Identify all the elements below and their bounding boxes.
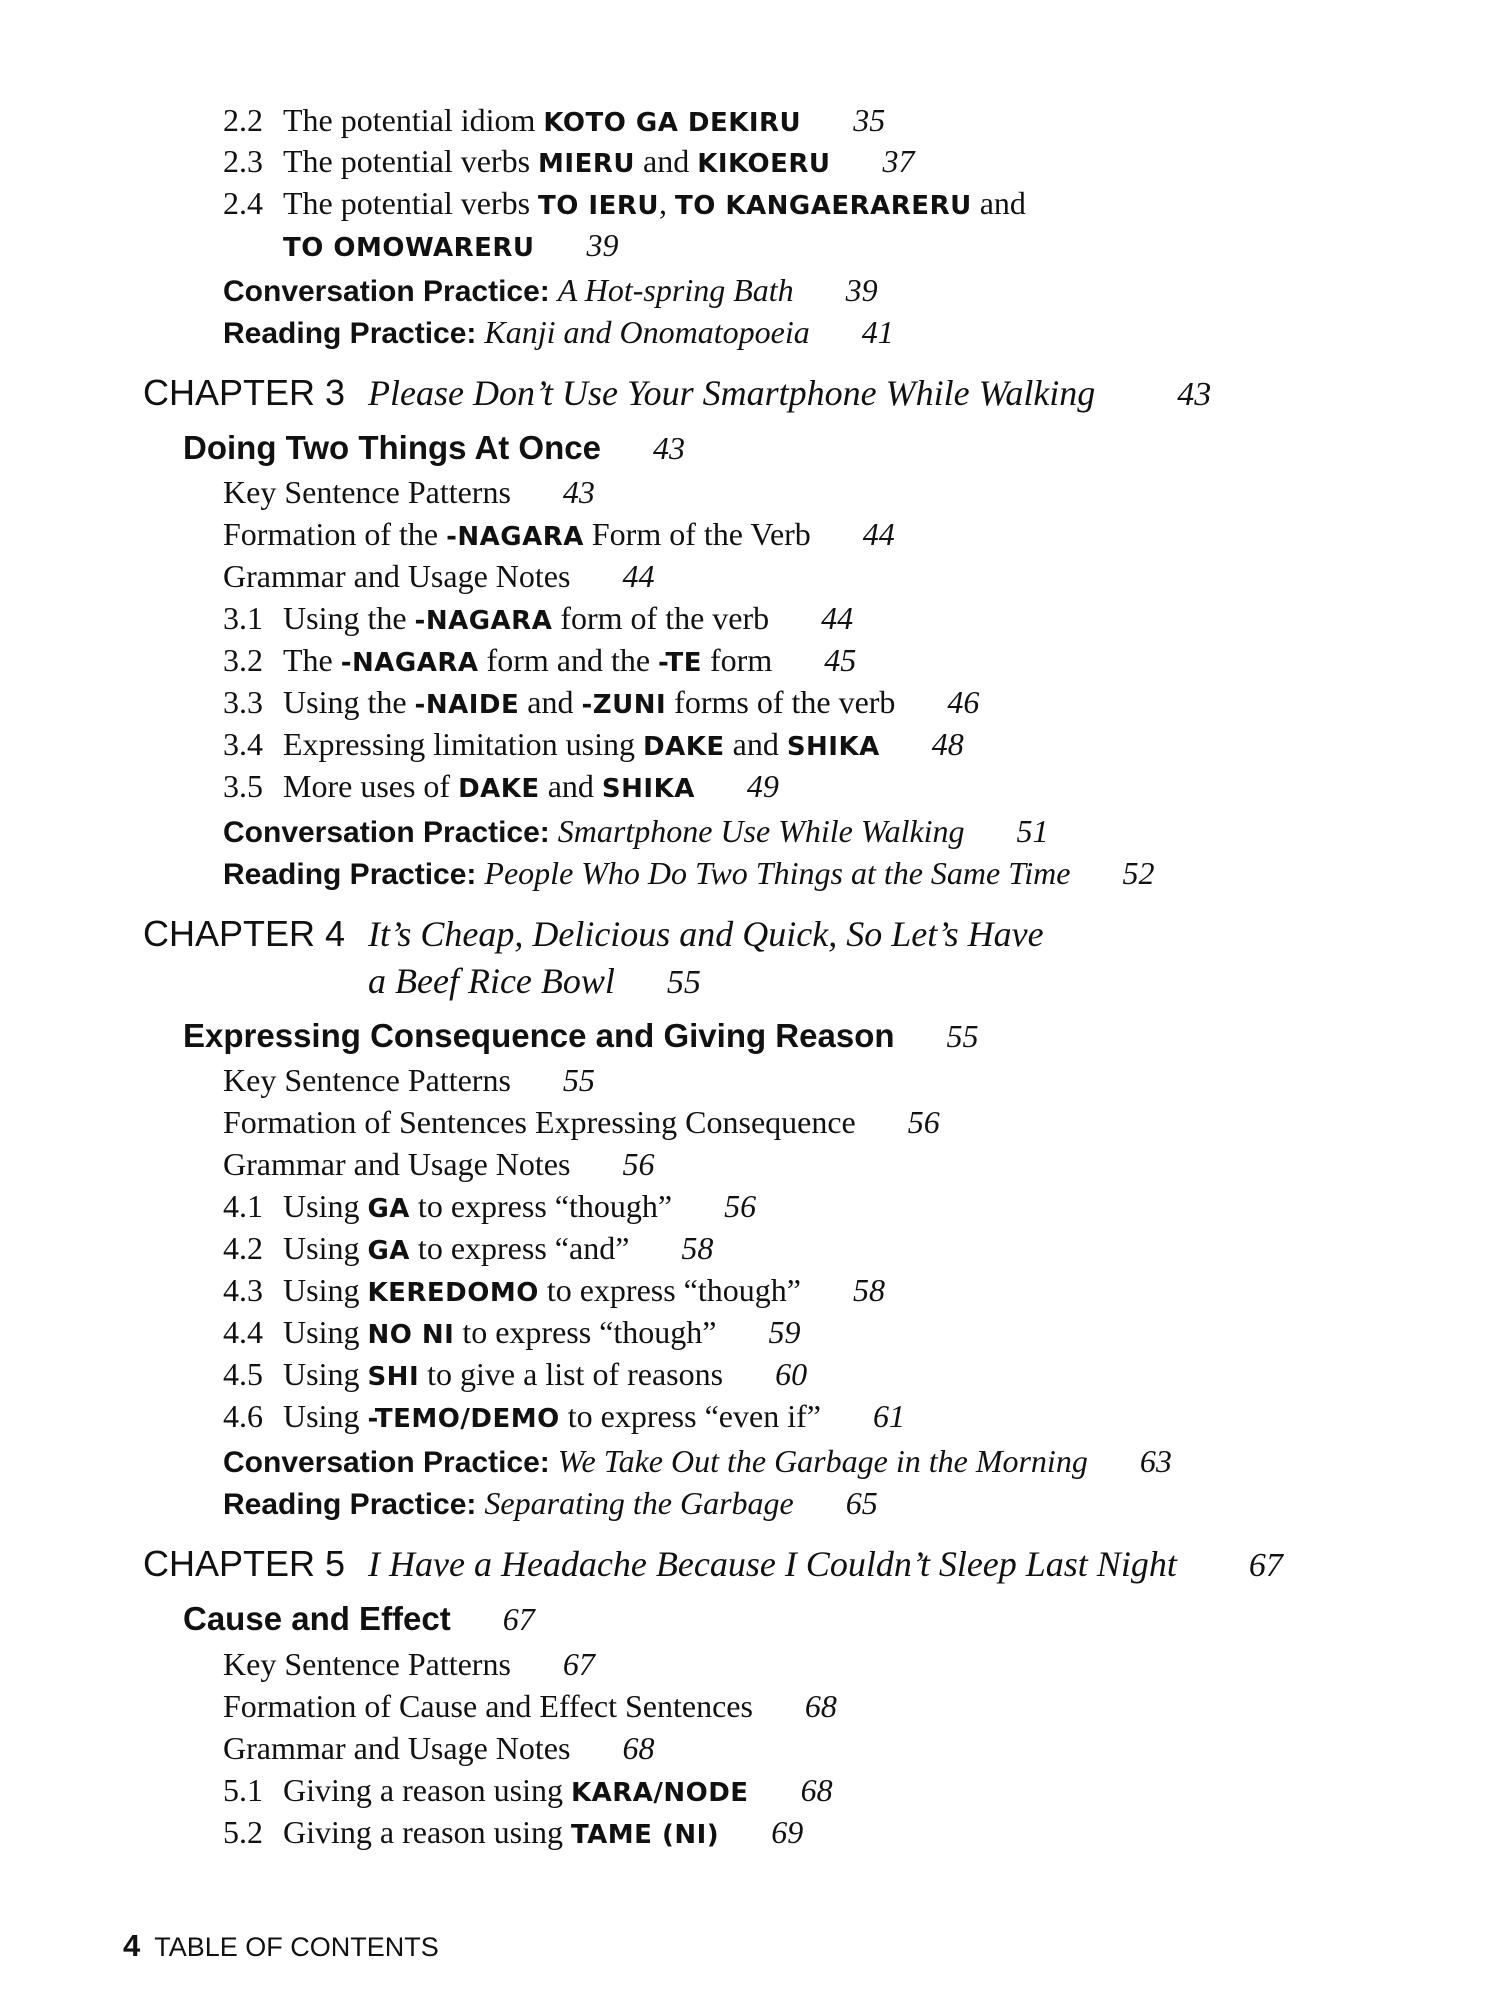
toc-entry-2-2: 2.2 The potential idiom KOTO GA DEKIRU 35 — [223, 102, 886, 138]
page-number: 39 — [586, 227, 619, 263]
page-number: 52 — [1122, 855, 1155, 891]
page-number: 56 — [622, 1146, 655, 1182]
page-number: 69 — [771, 1814, 804, 1850]
page-number: 44 — [821, 600, 854, 636]
toc-entry-4-6: 4.6 Using -TEMO/DEMO to express “even if” 61 — [223, 1398, 905, 1434]
toc-entry-formation: Formation of the -NAGARA Form of the Verb 44 — [223, 516, 895, 552]
toc-entry-3-3: 3.3 Using the -NAIDE and -ZUNI forms of the verb 46 — [223, 684, 980, 720]
page-number: 43 — [652, 430, 685, 466]
toc-entry-4-2: 4.2 Using GA to express “and” 58 — [223, 1230, 714, 1266]
footer-label: TABLE OF CONTENTS — [154, 1932, 439, 1962]
page-number: 68 — [800, 1772, 833, 1808]
page-number: 43 — [562, 474, 595, 510]
page-footer — [123, 1928, 439, 1965]
toc-entry-2-4: 2.4 The potential verbs TO IERU, TO KANGAERARERU and — [223, 185, 1026, 221]
page-number: 59 — [768, 1314, 801, 1350]
chapter-4-heading-continued: a Beef Rice Bowl 55 — [368, 961, 701, 1001]
toc-entry-key-sentence-patterns: Key Sentence Patterns 67 — [223, 1646, 595, 1682]
page-number: 37 — [882, 143, 915, 179]
page-number: 56 — [724, 1188, 757, 1224]
toc-entry-3-4: 3.4 Expressing limitation using DAKE and SHIKA 48 — [223, 726, 964, 762]
toc-entry-grammar-notes: Grammar and Usage Notes 56 — [223, 1146, 655, 1182]
page-number: 67 — [562, 1646, 595, 1682]
toc-entry-4-5: 4.5 Using SHI to give a list of reasons 60 — [223, 1356, 808, 1392]
page-number: 67 — [502, 1601, 535, 1637]
reading-practice-2: Reading Practice: Kanji and Onomatopoeia 41 — [223, 314, 894, 350]
toc-entry-4-3: 4.3 Using KEREDOMO to express “though” 58 — [223, 1272, 885, 1308]
toc-entry-4-4: 4.4 Using NO NI to express “though” 59 — [223, 1314, 801, 1350]
page-number: 51 — [1016, 813, 1049, 849]
page-number: 46 — [947, 684, 980, 720]
page-number: 58 — [852, 1272, 885, 1308]
conversation-practice-3: Conversation Practice: Smartphone Use While Walking 51 — [223, 813, 1049, 849]
page-number: 48 — [931, 726, 964, 762]
toc-entry-2-3: 2.3 The potential verbs MIERU and KIKOERU 37 — [223, 143, 915, 179]
toc-entry-grammar-notes: Grammar and Usage Notes 68 — [223, 1730, 655, 1766]
page-number: 39 — [845, 272, 878, 308]
page-number: 63 — [1139, 1443, 1172, 1479]
page-number: 55 — [946, 1018, 979, 1054]
toc-entry-formation: Formation of Sentences Expressing Consequence 56 — [223, 1104, 940, 1140]
chapter-3-heading: CHAPTER 3 Please Don’t Use Your Smartphone While Walking 43 — [143, 372, 1212, 413]
toc-entry-grammar-notes: Grammar and Usage Notes 44 — [223, 558, 655, 594]
page-number: 44 — [862, 516, 895, 552]
section-heading: Expressing Consequence and Giving Reason 55 — [183, 1017, 979, 1054]
page-number: 67 — [1248, 1547, 1283, 1584]
page-number: 65 — [845, 1485, 878, 1521]
page-number: 49 — [746, 768, 779, 804]
conversation-practice-2: Conversation Practice: A Hot-spring Bath 39 — [223, 272, 878, 308]
page-number: 35 — [853, 102, 886, 138]
toc-entry-key-sentence-patterns: Key Sentence Patterns 55 — [223, 1062, 595, 1098]
toc-entry-3-2: 3.2 The -NAGARA form and the -TE form 45 — [223, 642, 857, 678]
page-number: 45 — [824, 642, 857, 678]
chapter-5-heading: CHAPTER 5 I Have a Headache Because I Couldn’t Sleep Last Night 67 — [143, 1543, 1283, 1584]
reading-practice-4: Reading Practice: Separating the Garbage 65 — [223, 1485, 878, 1521]
conversation-practice-4: Conversation Practice: We Take Out the Garbage in the Morning 63 — [223, 1443, 1172, 1479]
page-number: 58 — [681, 1230, 714, 1266]
toc-entry-formation: Formation of Cause and Effect Sentences 68 — [223, 1688, 837, 1724]
reading-practice-3: Reading Practice: People Who Do Two Things at the Same Time 52 — [223, 855, 1155, 891]
page-number: 68 — [804, 1688, 837, 1724]
chapter-4-heading: CHAPTER 4 It’s Cheap, Delicious and Quick, So Let’s Have — [143, 913, 1044, 954]
page-number: 68 — [622, 1730, 655, 1766]
section-heading: Doing Two Things At Once 43 — [183, 429, 685, 466]
toc-entry-5-2: 5.2 Giving a reason using TAME (NI) 69 — [223, 1814, 804, 1850]
toc-entry-2-4-continued: TO OMOWARERU 39 — [283, 227, 619, 263]
footer-page-number: 4 — [123, 1928, 141, 1963]
page-number: 56 — [907, 1104, 940, 1140]
page-number: 44 — [622, 558, 655, 594]
toc-entry-3-5: 3.5 More uses of DAKE and SHIKA 49 — [223, 768, 779, 804]
page-number: 55 — [666, 964, 701, 1001]
page-number: 60 — [775, 1356, 808, 1392]
toc-entry-4-1: 4.1 Using GA to express “though” 56 — [223, 1188, 757, 1224]
toc-entry-3-1: 3.1 Using the -NAGARA form of the verb 44 — [223, 600, 854, 636]
section-heading: Cause and Effect 67 — [183, 1600, 535, 1637]
page-number: 61 — [872, 1398, 905, 1434]
page-number: 43 — [1177, 376, 1212, 413]
page-number: 41 — [861, 314, 894, 350]
toc-entry-5-1: 5.1 Giving a reason using KARA/NODE 68 — [223, 1772, 833, 1808]
page-number: 55 — [562, 1062, 595, 1098]
toc-entry-key-sentence-patterns: Key Sentence Patterns 43 — [223, 474, 595, 510]
